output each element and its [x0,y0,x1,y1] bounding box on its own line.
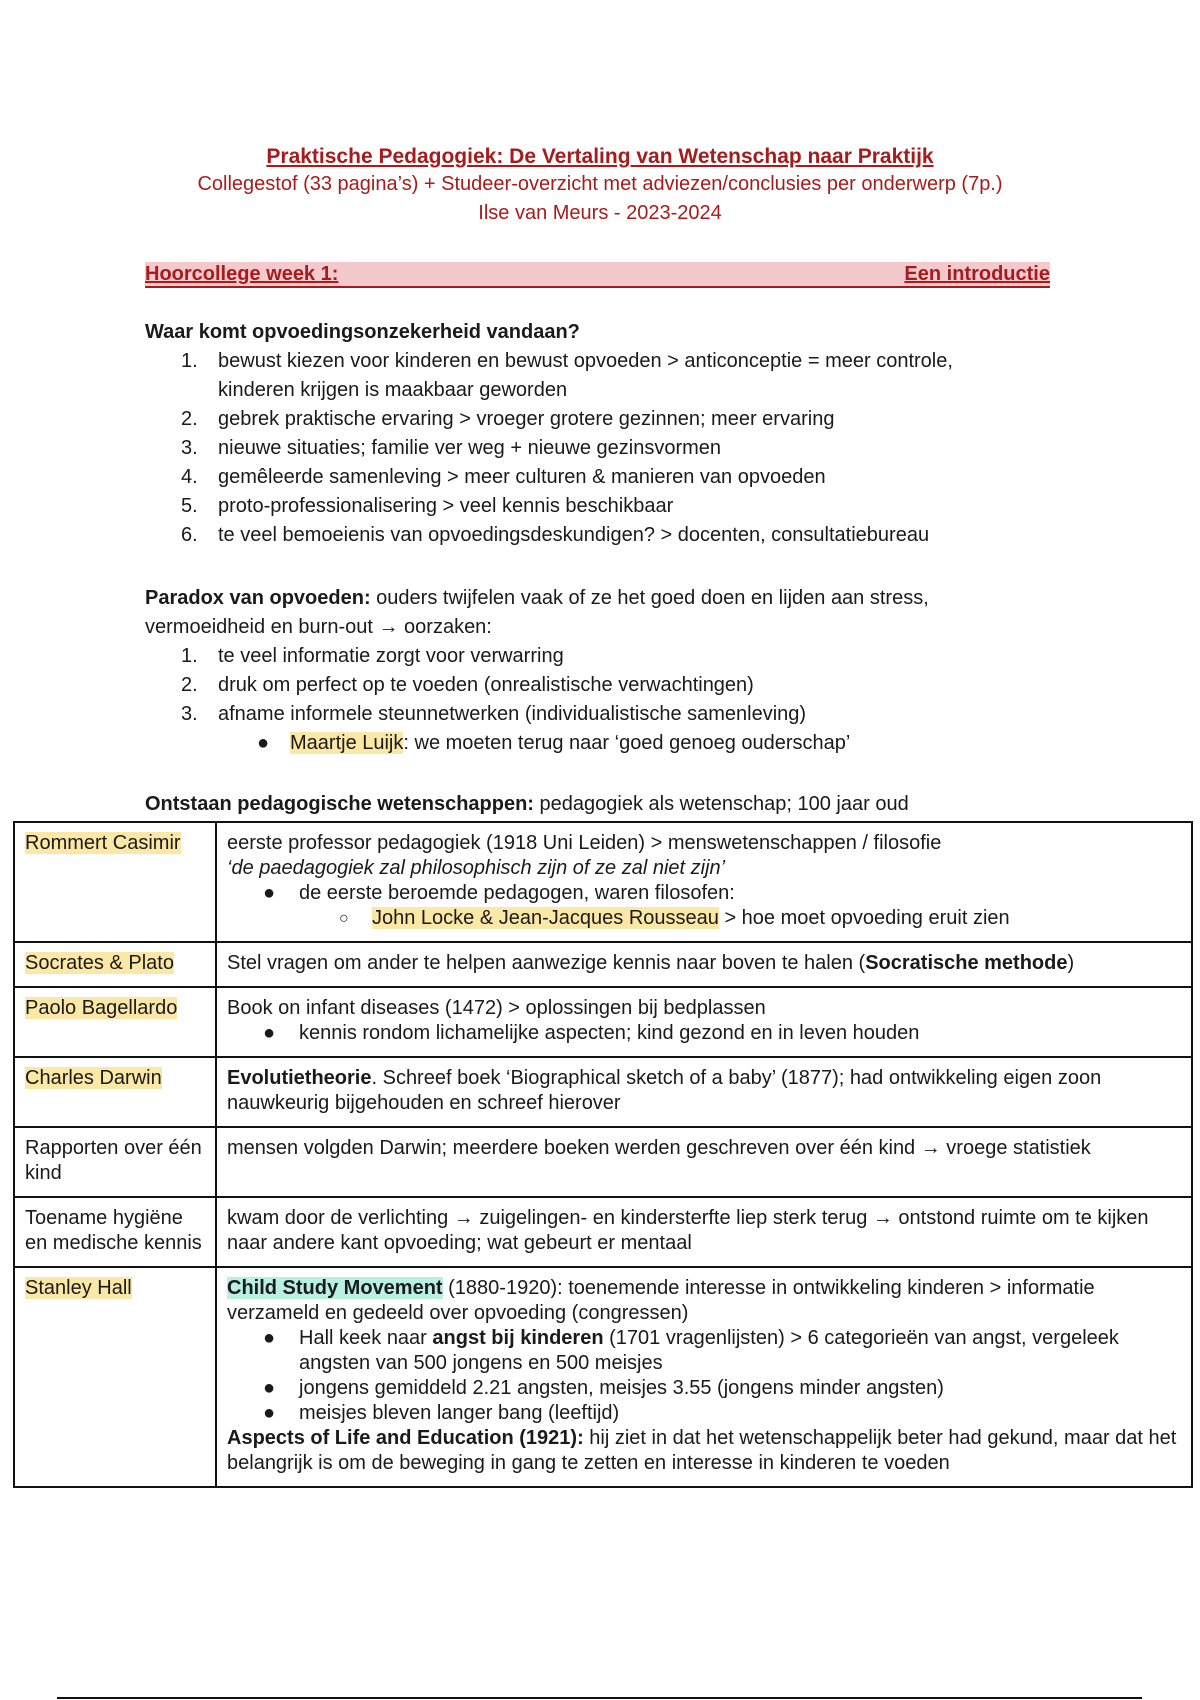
list-item: 6. te veel bemoeienis van opvoedingsdeskundigen? > docenten, consultatiebureau [181,524,930,546]
table-row [14,1267,1192,1487]
table-cell-content: Evolutietheorie. Schreef boek ‘Biographical sketch of a baby’ (1877); had ontwikkeling eigen zoon nauwkeurig bijgehouden en schreef hierover [216,1057,1192,1127]
table-cell-content: mensen volgden Darwin; meerdere boeken werden geschreven over één kind → vroege statistiek [216,1127,1192,1197]
bullet-item: ● Maartje Luijk: we moeten terug naar ‘goed genoeg ouderschap’ [257,732,851,754]
page-bottom-rule [57,1697,1142,1699]
table-cell-content: kwam door de verlichting → zuigelingen- en kindersterfte liep sterk terug → ontstond ruimte om te kijken naar andere kant opvoeding; wat gebeurt er mentaal [216,1197,1192,1267]
table-row [14,1057,1192,1127]
numbered-list [145,642,1045,729]
banner-topic-label: Een introductie [904,263,1050,285]
table-row [14,987,1192,1057]
section-paradox [145,584,1045,758]
table-row [14,942,1192,987]
banner-week-label: Hoorcollege week 1: [145,263,339,285]
list-item: 1. bewust kiezen voor kinderen en bewust opvoeden > anticonceptie = meer controle, kinderen krijgen is maakbaar geworden [181,350,953,401]
list-item: 1. te veel informatie zorgt voor verwarring [181,645,564,667]
table-row [14,822,1192,942]
list-item: 5. proto-professionalisering > veel kennis beschikbaar [181,495,674,517]
history-table [13,821,1193,1488]
table-cell-name: Paolo Bagellardo [14,987,216,1057]
section-opvoedingsonzekerheid [145,318,1045,550]
list-item: 2. druk om perfect op te voeden (onrealistische verwachtingen) [181,674,754,696]
table-cell-name: Rommert Casimir [14,822,216,942]
table-row [14,1127,1192,1197]
table-cell-content: Stel vragen om ander te helpen aanwezige kennis naar boven te halen (Socratische methode) [216,942,1192,987]
document-title: Praktische Pedagogiek: De Vertaling van Wetenschap naar Praktijk [266,145,934,168]
table-cell-content: Book on infant diseases (1472) > oplossingen bij bedplassen ● kennis rondom lichamelijke aspecten; kind gezond en in leven houden [216,987,1192,1057]
highlighted-name: Maartje Luijk [290,732,404,754]
table-cell-name: Rapporten over één kind [14,1127,216,1197]
lecture-banner [145,262,1050,288]
list-item: 4. gemêleerde samenleving > meer culturen & manieren van opvoeden [181,466,826,488]
list-item: 2. gebrek praktische ervaring > vroeger grotere gezinnen; meer ervaring [181,408,835,430]
table-row [14,1197,1192,1267]
table-cell-name: Stanley Hall [14,1267,216,1487]
author-line: Ilse van Meurs - 2023-2024 [478,202,722,224]
document-subtitle: Collegestof (33 pagina’s) + Studeer-overzicht met adviezen/conclusies per onderwerp (7p.) [197,173,1003,195]
table-cell-content: eerste professor pedagogiek (1918 Uni Leiden) > menswetenschappen / filosofie ‘de paedagogiek zal philosophisch zijn of ze zal niet zijn’ ● de eerste beroemde pedagogen, waren filosofen: ○ John Locke & Jean-Jacques Rousseau > hoe moet opvoeding eruit zien [216,822,1192,942]
numbered-list [145,347,1045,550]
section-heading: Waar komt opvoedingsonzekerheid vandaan? [145,321,580,343]
table-cell-name: Charles Darwin [14,1057,216,1127]
table-cell-name: Socrates & Plato [14,942,216,987]
list-item: 3. afname informele steunnetwerken (individualistische samenleving) [181,703,807,725]
table-cell-content: Child Study Movement (1880-1920): toenemende interesse in ontwikkeling kinderen > informatie verzameld en gedeeld over opvoeding (congressen) ● Hall keek naar angst bij kinderen (1701 vragenlijsten) > 6 categorieën van angst, vergeleek angsten van 500 jongens en 500 meisjes ● jongens gemiddeld 2.21 angsten, meisjes 3.55 (jongens minder angsten) ● meisjes bleven langer bang (leeftijd) Aspects of Life and Education (1921): hij ziet in dat het wetenschappelijk beter had gekund, maar dat het belangrijk is om de beweging in gang te zetten en interesse in kinderen te voeden [216,1267,1192,1487]
paradox-intro: Paradox van opvoeden: ouders twijfelen vaak of ze het goed doen en lijden aan stress, vermoeidheid en burn-out → oorzaken: [145,587,929,638]
section-ontstaan: Ontstaan pedagogische wetenschappen: pedagogiek als wetenschap; 100 jaar oud [145,793,909,815]
table-cell-name: Toename hygiëne en medische kennis [14,1197,216,1267]
list-item: 3. nieuwe situaties; familie ver weg + nieuwe gezinsvormen [181,437,722,459]
